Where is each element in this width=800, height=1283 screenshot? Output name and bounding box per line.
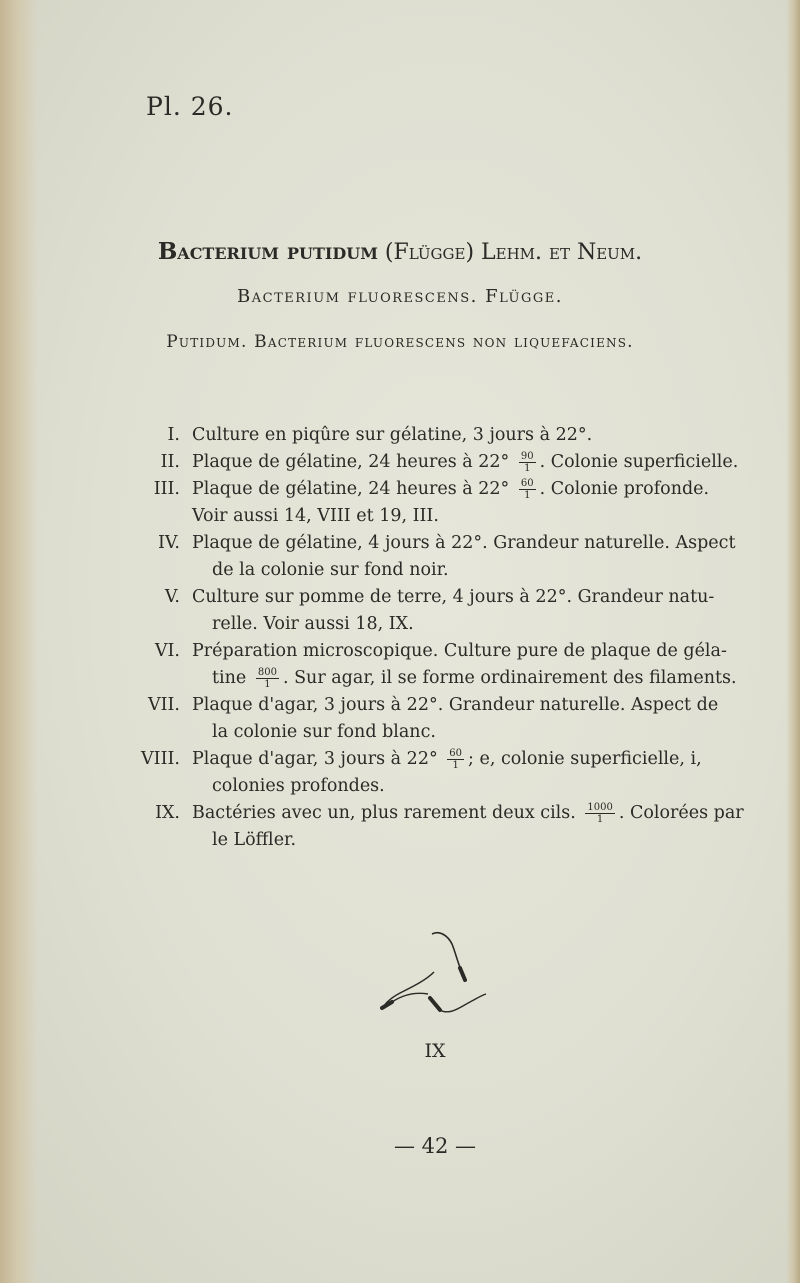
page-edge-right [786,0,800,1283]
item-number: IV. [157,533,180,553]
item-continuation: le Löffler. [212,830,297,850]
legend-item-2 [130,449,760,476]
fraction-numerator: 90 [520,451,534,462]
fraction-denominator: 1 [524,463,531,474]
item-continuation: colonies profondes. [212,776,385,796]
item-number: I. [167,425,180,445]
plate-label: Pl. 26. [146,92,234,121]
magnification-fraction [519,478,536,501]
fraction-denominator: 1 [524,490,531,501]
item-text-before: Plaque de gélatine, 24 heures à 22° [192,452,510,472]
item-continuation: de la colonie sur fond noir. [212,560,449,580]
bacterium-body [430,998,440,1010]
legend-item-8 [130,746,760,800]
item-text-after: . Colorées par [618,803,744,823]
synonym-1: Bacterium fluorescens. Flügge. [237,286,563,307]
species-name: Bacterium putidum [157,238,378,265]
item-text-after: . Colonie superficielle. [539,452,739,472]
item-text-before: Plaque d'agar, 3 jours à 22° [192,749,438,769]
item-text [192,476,760,503]
fraction-numerator: 60 [520,478,534,489]
species-authority: (Flügge) Lehm. et Neum. [384,240,643,265]
legend-item-3 [130,476,760,530]
figure-label: IX [424,1040,446,1062]
legend-item-7 [130,692,760,746]
item-text-before: Bactéries avec un, plus rarement deux cils. [192,803,576,823]
fraction-denominator: 1 [596,814,604,825]
fraction-numerator: 1000 [587,802,613,813]
figure-legend-list [130,422,760,854]
item-text-before: tine [212,668,247,688]
fraction-denominator: 1 [452,760,459,771]
item-number: V. [164,587,180,607]
magnification-fraction [256,667,279,690]
item-text-after: ; e, colonie superficielle, i, [468,749,702,769]
flagellum-stroke [432,933,462,972]
legend-item-1 [130,422,760,449]
page-number: — 42 — [393,1134,477,1158]
legend-item-4 [130,530,760,584]
item-text: Plaque d'agar, 3 jours à 22°. Grandeur naturelle. Aspect de [192,695,719,715]
item-number: VIII. [141,749,180,769]
item-text: Préparation microscopique. Culture pure de plaque de géla- [192,641,727,661]
magnification-fraction [447,748,464,771]
bacterium-body [382,1002,392,1008]
item-text: Plaque de gélatine, 4 jours à 22°. Grandeur naturelle. Aspect [192,533,736,553]
item-number: VI. [154,641,180,661]
item-text: Culture en piqûre sur gélatine, 3 jours à 22°. [192,425,593,445]
page-edge-left [0,0,38,1283]
legend-item-9 [130,800,760,854]
bacterium-body [460,968,465,980]
item-text-before: Plaque de gélatine, 24 heures à 22° [192,479,510,499]
item-continuation: la colonie sur fond blanc. [212,722,436,742]
magnification-fraction [519,451,536,474]
item-text-after: . Colonie profonde. [539,479,710,499]
item-continuation [212,665,760,692]
item-continuation: Voir aussi 14, VIII et 19, III. [192,506,439,526]
legend-item-5 [130,584,760,638]
item-text [192,449,760,476]
item-text-after: . Sur agar, il se forme ordinairement des filaments. [282,668,737,688]
item-text: Culture sur pomme de terre, 4 jours à 22°. Grandeur natu- [192,587,715,607]
item-continuation: relle. Voir aussi 18, IX. [212,614,414,634]
fraction-numerator: 60 [449,748,463,759]
item-number: III. [153,479,180,499]
species-title [0,238,800,265]
synonym-2: Putidum. Bacterium fluorescens non liquefaciens. [166,332,634,352]
bacteria-drawing [370,920,500,1030]
item-number: IX. [155,803,180,823]
item-number: VII. [147,695,180,715]
legend-item-6 [130,638,760,692]
flagellum-stroke [440,994,486,1012]
item-number: II. [160,452,180,472]
item-text [192,800,760,827]
fraction-numerator: 800 [257,667,277,678]
item-text [192,746,760,773]
fraction-denominator: 1 [264,679,271,690]
magnification-fraction [585,802,614,825]
